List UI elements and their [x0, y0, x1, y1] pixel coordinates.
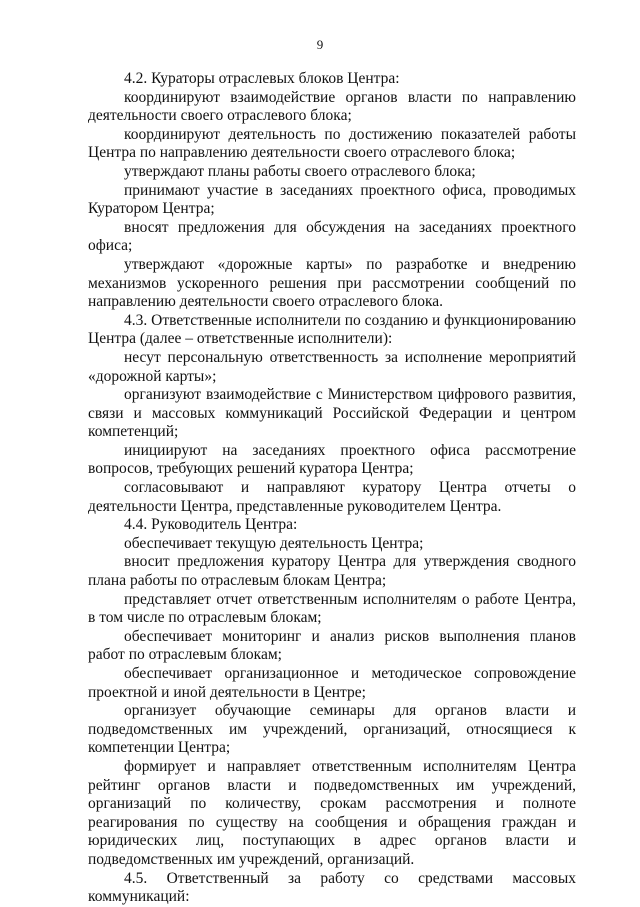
paragraph: формирует и направляет ответственным исполнителям Центра рейтинг органов власти и подведомственных им учреждений, организаций по количеству, срокам рассмотрения и полноте реагирования по существу на сообщения и обращения граждан и юридических лиц, поступающих в адрес органов власти и подведомственных им учреждений, организаций. — [88, 757, 576, 868]
page-number: 9 — [316, 37, 324, 52]
section-4-5-heading: 4.5. Ответственный за работу со средствами массовых коммуникаций: — [88, 869, 576, 906]
paragraph: утверждают планы работы своего отраслевого блока; — [124, 162, 476, 180]
paragraph: принимают участие в заседаниях проектного офиса, проводимых Куратором Центра; — [88, 181, 576, 218]
paragraph: вносят предложения для обсуждения на заседаниях проектного офиса; — [88, 218, 576, 255]
paragraph: несут персональную ответственность за исполнение мероприятий «дорожной карты»; — [88, 348, 576, 385]
document-body — [88, 70, 576, 907]
paragraph: организует обучающие семинары для органов власти и подведомственных им учреждений, организаций, относящиеся к компетенции Центра; — [88, 702, 576, 757]
paragraph: координируют деятельность по достижению показателей работы Центра по направлению деятельности своего отраслевого блока; — [88, 125, 576, 162]
paragraph: организуют взаимодействие с Министерством цифрового развития, связи и массовых коммуникаций Российской Федерации и центром компетенций; — [88, 386, 576, 441]
paragraph: согласовывают и направляют куратору Центра отчеты о деятельности Центра, представленные руководителем Центра. — [88, 479, 576, 515]
paragraph: координируют взаимодействие органов власти по направлению деятельности своего отраслевого блока; — [88, 88, 576, 125]
paragraph: обеспечивает текущую деятельность Центра; — [124, 534, 424, 552]
section-4-3-heading: 4.3. Ответственные исполнители по созданию и функционированию Центра (далее – ответственные исполнители): — [88, 311, 576, 348]
paragraph: вносит предложения куратору Центра для утверждения сводного плана работы по отраслевым блокам Центра; — [88, 553, 576, 590]
paragraph: обеспечивает организационное и методическое сопровождение проектной и иной деятельности в Центре; — [88, 665, 576, 701]
paragraph: представляет отчет ответственным исполнителям о работе Центра, в том числе по отраслевым блокам; — [88, 590, 576, 627]
section-4-4-heading: 4.4. Руководитель Центра: — [124, 516, 298, 534]
paragraph: утверждают «дорожные карты» по разработке и внедрению механизмов ускоренного решения при рассмотрении сообщений по направлению деятельности своего отраслевого блока. — [88, 255, 576, 311]
paragraph: обеспечивает мониторинг и анализ рисков выполнения планов работ по отраслевым блокам; — [88, 627, 576, 664]
paragraph: инициируют на заседаниях проектного офиса рассмотрение вопросов, требующих решений куратора Центра; — [88, 441, 576, 478]
section-4-2-heading: 4.2. Кураторы отраслевых блоков Центра: — [124, 70, 400, 87]
